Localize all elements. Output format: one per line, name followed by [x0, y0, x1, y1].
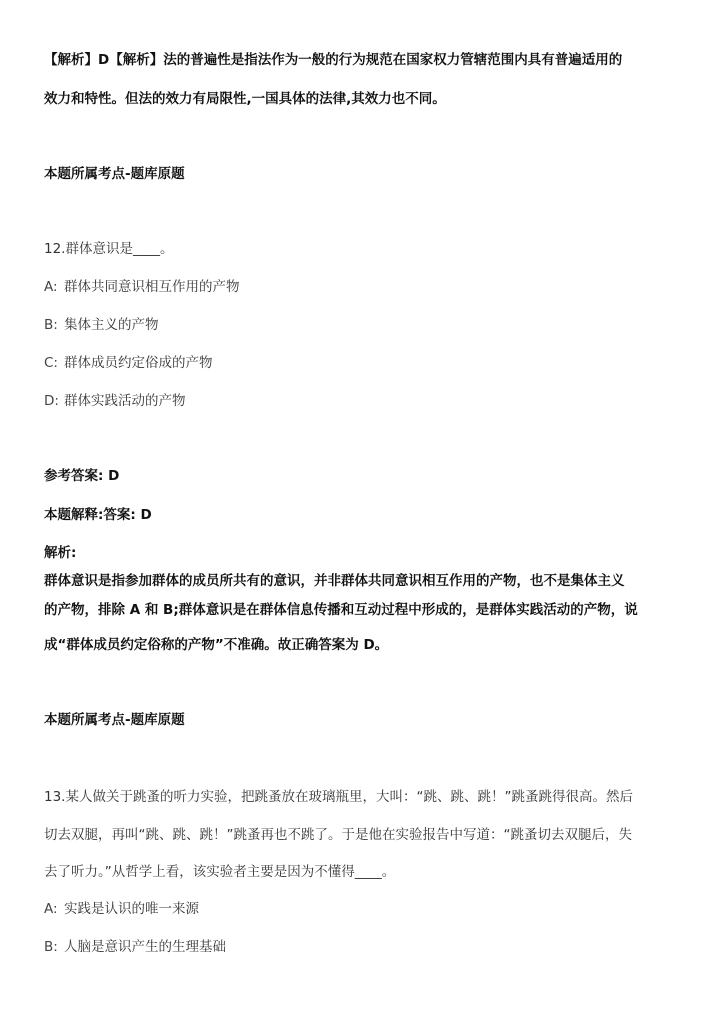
option-letter: A: [44, 901, 58, 917]
question-13-stem-line-3: 去了听力。”从哲学上看，该实验者主要是因为不懂得____。 [44, 864, 396, 880]
question-12-stem: 12.群体意识是____。 [44, 241, 174, 257]
option-letter: A: [44, 279, 58, 295]
option-text: 群体实践活动的产物 [64, 393, 186, 409]
option-text: 群体共同意识相互作用的产物 [64, 279, 240, 295]
option-text: 集体主义的产物 [64, 317, 159, 333]
option-c [44, 354, 213, 372]
analysis-line-1: 【解析】D【解析】法的普遍性是指法作为一般的行为规范在国家权力管辖范围内具有普遍适用的 [44, 52, 623, 68]
option-a [44, 900, 199, 918]
explanation-title: 本题解释:答案: D [44, 507, 152, 523]
option-d [44, 392, 186, 410]
option-b [44, 938, 226, 956]
analysis-line-3: 成“群体成员约定俗称的产物”不准确。故正确答案为 D。 [44, 637, 389, 653]
analysis-line-2: 效力和特性。但法的效力有局限性,一国具体的法律,其效力也不同。 [44, 91, 446, 107]
option-letter: B: [44, 939, 58, 955]
option-text: 实践是认识的唯一来源 [64, 901, 199, 917]
question-13-stem-line-2: 切去双腿，再叫“跳、跳、跳！”跳蚤再也不跳了。于是他在实验报告中写道：“跳蚤切去双腿后，失 [44, 827, 632, 843]
option-letter: C: [44, 355, 58, 371]
category-label: 本题所属考点-题库原题 [44, 712, 185, 728]
analysis-line-1: 群体意识是指参加群体的成员所共有的意识，并非群体共同意识相互作用的产物，也不是集体主义 [44, 573, 625, 589]
option-a [44, 278, 240, 296]
question-13-stem-line-1: 13.某人做关于跳蚤的听力实验，把跳蚤放在玻璃瓶里，大叫：“跳、跳、跳！”跳蚤跳得很高。然后 [44, 789, 633, 805]
option-b [44, 316, 159, 334]
analysis-line-2: 的产物，排除 A 和 B;群体意识是在群体信息传播和互动过程中形成的，是群体实践活动的产物，说 [44, 602, 638, 618]
option-text: 人脑是意识产生的生理基础 [64, 939, 226, 955]
category-label: 本题所属考点-题库原题 [44, 166, 185, 182]
option-text: 群体成员约定俗成的产物 [64, 355, 213, 371]
option-letter: D: [44, 393, 59, 409]
analysis-label: 解析: [44, 545, 77, 561]
option-letter: B: [44, 317, 58, 333]
reference-answer: 参考答案: D [44, 468, 120, 484]
